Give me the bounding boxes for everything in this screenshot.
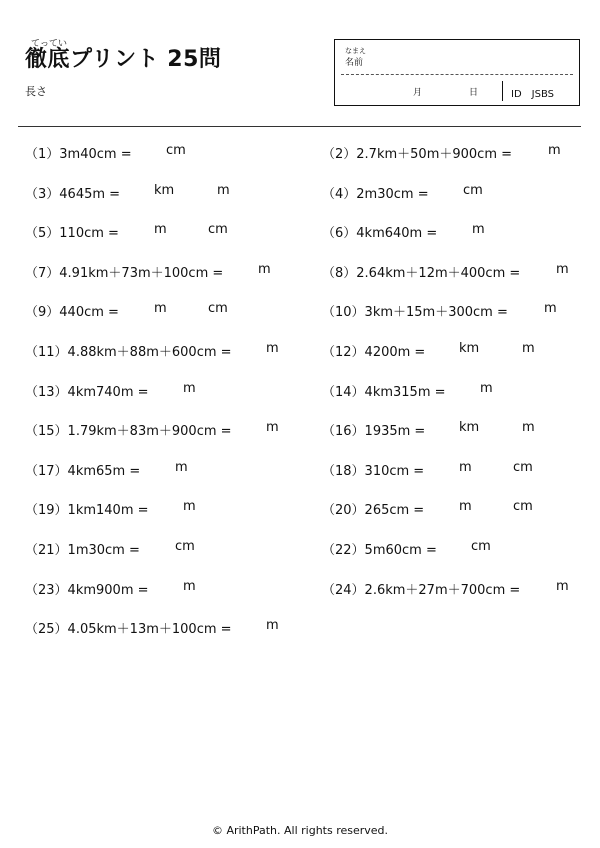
problem-number: （8） xyxy=(322,265,357,281)
answer-unit: m xyxy=(258,261,271,277)
problem-expression: 3km＋15m＋300cm = xyxy=(364,305,508,321)
problem-expression: 4.05km＋13m＋100cm = xyxy=(67,622,232,638)
problem-expression: 5m60cm = xyxy=(364,543,437,558)
problem-expression: 440cm = xyxy=(59,305,119,321)
problem-number: （11） xyxy=(25,345,68,360)
id-label: ID JSBS xyxy=(511,89,554,100)
answer-unit: m xyxy=(459,459,472,475)
problem-14 xyxy=(322,381,446,400)
problem-number: （15） xyxy=(25,424,68,440)
answer-unit: m xyxy=(183,578,196,594)
problem-6 xyxy=(322,222,437,241)
problem-expression: 4km900m = xyxy=(67,582,149,598)
answer-unit: m xyxy=(183,380,196,396)
problem-expression: 2.6km＋27m＋700cm = xyxy=(364,582,521,598)
problem-number: （10） xyxy=(322,305,365,321)
answer-unit: m xyxy=(522,341,535,356)
problem-expression: 4km640m = xyxy=(356,226,438,242)
answer-unit: m xyxy=(459,499,472,515)
name-label: 名前 xyxy=(345,58,364,68)
answer-unit: m xyxy=(548,143,561,158)
problem-number: （3） xyxy=(25,186,60,202)
problem-15 xyxy=(25,420,232,439)
problem-number: （19） xyxy=(25,503,68,519)
problem-10 xyxy=(322,301,508,320)
answer-unit: m xyxy=(522,420,535,436)
problem-21 xyxy=(25,539,140,558)
problem-expression: 310cm = xyxy=(364,463,425,479)
month-label: 月 xyxy=(413,88,423,98)
problem-expression: 3m40cm = xyxy=(59,147,132,162)
problem-13 xyxy=(25,381,149,400)
answer-unit: m xyxy=(556,578,569,594)
problem-expression: 2.7km＋50m＋900cm = xyxy=(356,147,513,162)
problem-number: （25） xyxy=(25,622,68,638)
problem-number: （22） xyxy=(322,543,365,558)
problem-number: （1） xyxy=(25,147,60,162)
problem-22 xyxy=(322,539,437,558)
answer-unit: cm xyxy=(166,143,186,158)
problem-11 xyxy=(25,341,232,360)
answer-unit: m xyxy=(154,301,167,317)
problem-number: （14） xyxy=(322,384,365,400)
problem-number: （13） xyxy=(25,384,68,400)
problem-number: （9） xyxy=(25,305,60,321)
problem-16 xyxy=(322,420,425,439)
problem-number: （20） xyxy=(322,503,365,519)
answer-unit: m xyxy=(544,301,557,317)
problem-12 xyxy=(322,341,425,360)
problem-expression: 110cm = xyxy=(59,226,119,242)
answer-unit: m xyxy=(472,222,485,238)
problem-5 xyxy=(25,222,119,241)
answer-unit: cm xyxy=(208,222,228,238)
problem-expression: 4200m = xyxy=(364,345,426,360)
problem-18 xyxy=(322,460,424,479)
problem-24 xyxy=(322,579,520,598)
problem-expression: 4km740m = xyxy=(67,384,149,400)
id-separator xyxy=(502,81,503,101)
copyright-footer: © ArithPath. All rights reserved. xyxy=(211,824,389,837)
answer-unit: m xyxy=(266,618,279,634)
answer-unit: m xyxy=(183,499,196,515)
answer-unit: km xyxy=(154,182,175,198)
problem-expression: 4.88km＋88m＋600cm = xyxy=(67,345,232,360)
title-ruby: てってい xyxy=(31,39,68,49)
page-title: 徹底プリント 25問 xyxy=(25,47,222,72)
problem-2 xyxy=(322,143,512,162)
problem-number: （21） xyxy=(25,543,68,558)
problem-expression: 1935m = xyxy=(364,424,426,440)
name-box xyxy=(334,39,580,106)
problem-23 xyxy=(25,579,149,598)
problem-3 xyxy=(25,183,120,202)
problem-20 xyxy=(322,499,424,518)
answer-unit: m xyxy=(175,459,188,475)
answer-unit: cm xyxy=(175,539,195,554)
problem-expression: 4645m = xyxy=(59,186,121,202)
problem-expression: 1.79km＋83m＋900cm = xyxy=(67,424,232,440)
problem-number: （6） xyxy=(322,226,357,242)
problem-4 xyxy=(322,183,429,202)
name-ruby: なまえ xyxy=(345,47,366,55)
answer-unit: cm xyxy=(463,182,483,198)
answer-unit: m xyxy=(556,261,569,277)
answer-unit: m xyxy=(266,420,279,436)
answer-unit: cm xyxy=(513,459,533,475)
problem-number: （24） xyxy=(322,582,365,598)
problem-number: （2） xyxy=(322,147,357,162)
problem-expression: 4km315m = xyxy=(364,384,446,400)
answer-unit: cm xyxy=(208,301,228,317)
problem-8 xyxy=(322,262,520,281)
problem-number: （17） xyxy=(25,463,68,479)
answer-unit: m xyxy=(217,182,230,198)
answer-unit: km xyxy=(459,420,480,436)
problem-number: （5） xyxy=(25,226,60,242)
problem-7 xyxy=(25,262,223,281)
answer-unit: cm xyxy=(471,539,491,554)
answer-unit: km xyxy=(459,341,480,356)
name-divider xyxy=(341,74,573,75)
header-rule xyxy=(18,126,581,127)
problem-17 xyxy=(25,460,140,479)
problem-expression: 4.91km＋73m＋100cm = xyxy=(59,265,224,281)
problem-expression: 1km140m = xyxy=(67,503,149,519)
problem-expression: 2.64km＋12m＋400cm = xyxy=(356,265,521,281)
answer-unit: m xyxy=(480,380,493,396)
day-label: 日 xyxy=(469,88,479,98)
answer-unit: m xyxy=(154,222,167,238)
answer-unit: m xyxy=(266,341,279,356)
problem-expression: 4km65m = xyxy=(67,463,141,479)
problem-25 xyxy=(25,618,232,637)
problem-19 xyxy=(25,499,149,518)
answer-unit: cm xyxy=(513,499,533,515)
problem-9 xyxy=(25,301,119,320)
problem-expression: 265cm = xyxy=(364,503,425,519)
problem-1 xyxy=(25,143,132,162)
page-subtitle: 長さ xyxy=(25,85,47,98)
problem-number: （7） xyxy=(25,265,60,281)
problem-number: （18） xyxy=(322,463,365,479)
problem-number: （16） xyxy=(322,424,365,440)
problem-number: （4） xyxy=(322,186,357,202)
problem-number: （23） xyxy=(25,582,68,598)
problem-expression: 1m30cm = xyxy=(67,543,140,558)
problem-expression: 2m30cm = xyxy=(356,186,429,202)
problem-number: （12） xyxy=(322,345,365,360)
